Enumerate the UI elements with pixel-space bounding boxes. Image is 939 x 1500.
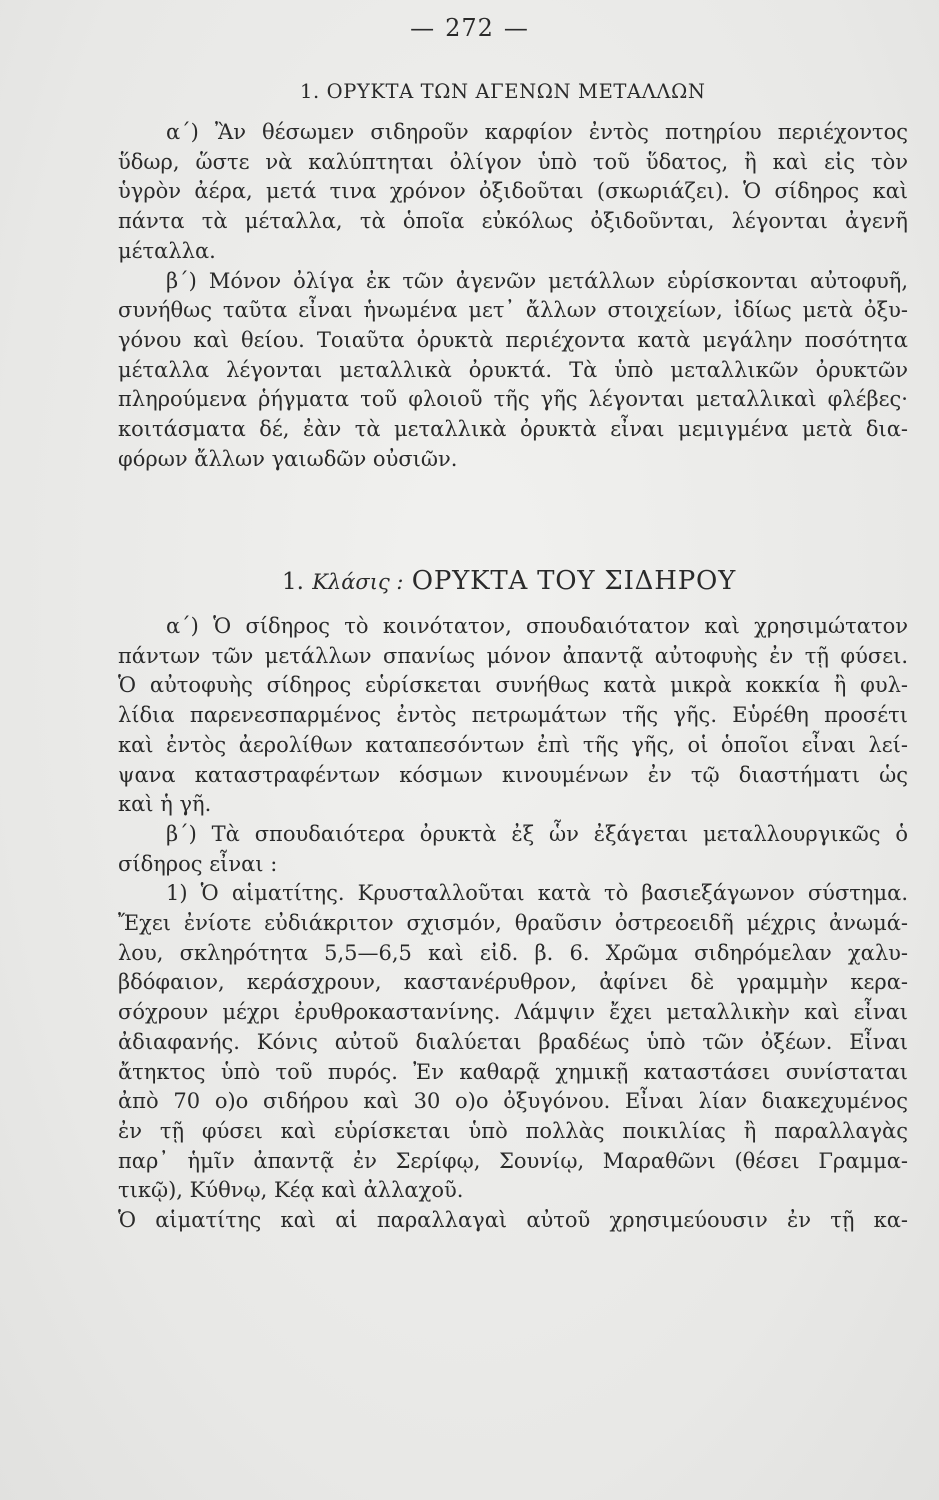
text-line: σόχρουν μέχρι ἐρυθροκαστανίνης. Λάμψιν ἔχει μεταλλικὴν καὶ εἶναι [118, 1000, 908, 1025]
page-number [0, 14, 939, 42]
text-line: Ὁ αἱματίτης καὶ αἱ παραλλαγαὶ αὐτοῦ χρησιμεύουσιν ἐν τῇ κα- [118, 1208, 908, 1233]
text-line: πάντων τῶν μετάλλων σπανίως μόνον ἀπαντᾷ αὐτοφυὴς ἐν τῇ φύσει. [118, 643, 908, 668]
text-line: γόνου καὶ θείου. Τοιαῦτα ὀρυκτὰ περιέχοντα κατὰ μεγάλην ποσότητα [118, 327, 908, 352]
page-number-value: 272 [445, 14, 494, 42]
text-line: Ὁ αὐτοφυὴς σίδηρος εὑρίσκεται συνήθως κατὰ μικρὰ κοκκία ἢ φυλ- [118, 673, 908, 698]
text-line: καὶ ἡ γῆ. [118, 792, 212, 817]
text-line: ἐν τῇ φύσει καὶ εὑρίσκεται ὑπὸ πολλὰς ποικιλίας ἢ παραλλαγὰς [118, 1118, 908, 1143]
text-line: ἀδιαφανής. Κόνις αὐτοῦ διαλύεται βραδέως ὑπὸ τῶν ὀξέων. Εἶναι [118, 1029, 908, 1054]
text-line: παρ᾽ ἡμῖν ἀπαντᾷ ἐν Σερίφῳ, Σουνίῳ, Μαραθῶνι (θέσει Γραμμα- [118, 1148, 908, 1173]
text-line: λίδια παρενεσπαρμένος ἐντὸς πετρωμάτων τῆς γῆς. Εὑρέθη προσέτι [118, 703, 908, 728]
dash-right: — [503, 14, 529, 42]
dash-left: — [410, 14, 436, 42]
text-line: ὑγρὸν ἀέρα, μετά τινα χρόνον ὀξιδοῦται (σκωριάζει). Ὁ σίδηρος καὶ [118, 179, 908, 204]
text-line: τικῷ), Κύθνῳ, Κέᾳ καὶ ἀλλαχοῦ. [118, 1178, 464, 1203]
text-line: λου, σκληρότητα 5,5—6,5 καὶ εἰδ. β. 6. Χρῶμα σιδηρόμελαν χαλυ- [118, 940, 908, 965]
paragraph-group-2 [118, 612, 908, 1236]
text-line: σίδηρος εἶναι : [118, 851, 278, 876]
paragraph-group-1 [118, 118, 908, 474]
subsection-title: ΟΡΥΚΤΑ ΤΟΥ ΣΙΔΗΡΟΥ [411, 566, 737, 596]
text-line: καὶ ἐντὸς ἀερολίθων καταπεσόντων ἐπὶ τῆς γῆς, οἱ ὁποῖοι εἶναι λεί- [118, 732, 908, 757]
text-line: β΄) Μόνον ὀλίγα ἐκ τῶν ἀγενῶν μετάλλων εὑρίσκονται αὐτοφυῆ, [166, 268, 908, 293]
text-line: ἀπὸ 70 ο)ο σιδήρου καὶ 30 ο)ο ὀξυγόνου. Εἶναι λίαν διακεχυμένος [118, 1089, 908, 1114]
text-line: μέταλλα. [118, 238, 216, 263]
text-line: συνήθως ταῦτα εἶναι ἡνωμένα μετ᾽ ἄλλων στοιχείων, ἰδίως μετὰ ὀξυ- [118, 298, 908, 323]
text-line: α΄) Ὁ σίδηρος τὸ κοινότατον, σπουδαιότατον καὶ χρησιμώτατον [166, 614, 908, 638]
text-line: ὕδωρ, ὥστε νὰ καλύπτηται ὀλίγον ὑπὸ τοῦ ὕδατος, ἢ καὶ εἰς τὸν [118, 149, 908, 174]
text-line: Ἔχει ἐνίοτε εὐδιάκριτον σχισμόν, θραῦσιν ὀστρεοειδῆ μέχρις ἀνωμά- [118, 911, 908, 936]
subsection-label: Κλάσις : [312, 570, 404, 594]
text-line: β΄) Τὰ σπουδαιότερα ὀρυκτὰ ἐξ ὧν ἐξάγεται μεταλλουργικῶς ὁ [166, 821, 908, 846]
subsection-heading [282, 566, 736, 596]
text-line: πάντα τὰ μέταλλα, τὰ ὁποῖα εὐκόλως ὀξιδοῦνται, λέγονται ἀγενῆ [118, 209, 908, 234]
text-line: κοιτάσματα δέ, ἐὰν τὰ μεταλλικὰ ὀρυκτὰ εἶναι μεμιγμένα μετὰ δια- [118, 417, 908, 442]
text-line: ἄτηκτος ὑπὸ τοῦ πυρός. Ἐν καθαρᾷ χημικῇ καταστάσει συνίσταται [118, 1059, 908, 1084]
section-title: 1. ΟΡΥΚΤΑ ΤΩΝ ΑΓΕΝΩΝ ΜΕΤΑΛΛΩΝ [300, 80, 706, 103]
text-line: α΄) Ἂν θέσωμεν σιδηροῦν καρφίον ἐντὸς ποτηρίου περιέχοντος [166, 120, 908, 144]
text-line: ψανα καταστραφέντων κόσμων κινουμένων ἐν τῷ διαστήματι ὡς [118, 762, 908, 787]
text-line: πληρούμενα ῥήγματα τοῦ φλοιοῦ τῆς γῆς λέγονται μεταλλικαὶ φλέβες· [118, 387, 908, 412]
text-line: βδόφαιον, κεράσχρουν, καστανέρυθρον, ἀφίνει δὲ γραμμὴν κερα- [118, 970, 908, 995]
text-line: φόρων ἄλλων γαιωδῶν οὐσιῶν. [118, 446, 458, 471]
text-line: 1) Ὁ αἱματίτης. Κρυσταλλοῦται κατὰ τὸ βασιεξάγωνον σύστημα. [166, 881, 908, 906]
subsection-number: 1. [282, 569, 304, 595]
text-line: μέταλλα λέγονται μεταλλικὰ ὀρυκτά. Τὰ ὑπὸ μεταλλικῶν ὀρυκτῶν [118, 357, 908, 382]
